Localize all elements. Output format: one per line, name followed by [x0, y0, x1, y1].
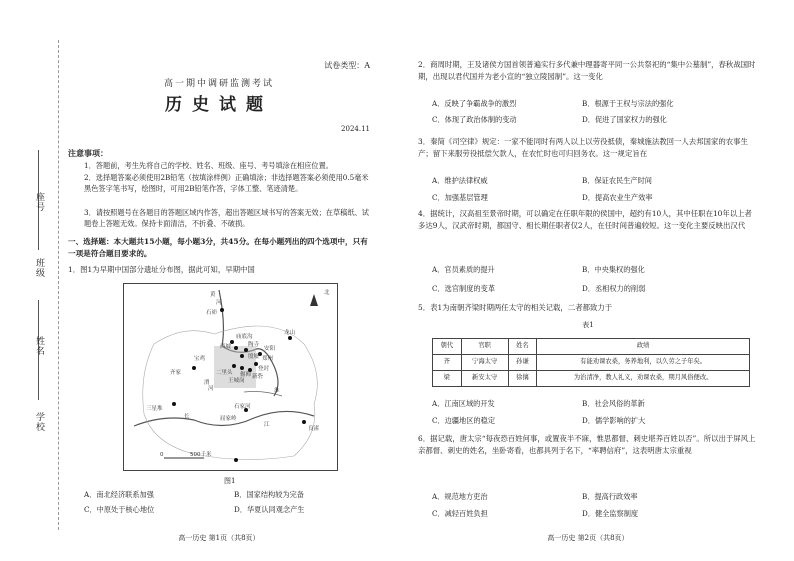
- svg-text:石峁: 石峁: [206, 310, 218, 316]
- svg-text:渭: 渭: [204, 380, 210, 386]
- q3-option-d[interactable]: D．提高农业生产效率: [582, 193, 653, 202]
- question-1-stem: 1．图1为早期中国部分遗址分布图，据此可知，早期中国: [68, 265, 255, 274]
- q4-option-b[interactable]: B．中央集权的强化: [582, 265, 645, 274]
- svg-text:庙底沟: 庙底沟: [236, 334, 253, 340]
- cut-line: [58, 40, 59, 530]
- binding-margin: [0, 0, 60, 561]
- question-4-stem: 4．据统计，汉高祖至景帝时期，可以确定在任职年限的侯国中，超约有10人，其中任职在10年以上者多达9人，汉武帝时期，都国守、相长期任职者仅2人，在任时间普遍较短。这一变化主要反映出汉代: [418, 209, 752, 230]
- exam-date: 2024.11: [341, 125, 370, 133]
- sidebar-label-class: 班级: [34, 258, 44, 278]
- q4-option-c[interactable]: C．选官制度的变革: [432, 284, 496, 293]
- svg-text:郑州: 郑州: [262, 356, 274, 362]
- svg-text:二里头: 二里头: [216, 370, 233, 376]
- q3-option-a[interactable]: A．维护法律权威: [432, 176, 488, 185]
- table-cell: 孙谦: [508, 355, 537, 371]
- q5-option-a[interactable]: A．江南区域的开发: [432, 399, 495, 408]
- table-header-row: [433, 339, 750, 355]
- table-cell: 宁海太守: [461, 355, 508, 371]
- svg-text:安阳: 安阳: [264, 346, 276, 352]
- page-1: [68, 0, 370, 561]
- svg-text:宝鸡: 宝鸡: [194, 356, 206, 362]
- subject-title: 历史试题: [165, 95, 273, 115]
- footer-page-1: 高一历史 第1页（共8页）: [178, 534, 260, 542]
- svg-text:河: 河: [208, 386, 214, 392]
- svg-text:良渚: 良渚: [308, 426, 320, 432]
- question-2-stem: 2．商周时期，王及诸侯方国首领普遍实行多代兼中理器寄平同一公共祭祀的“集中公墓制”，春秋战国时期，出现以君代国并为老小宣的“独立陵园制”。这一变化: [418, 60, 756, 81]
- table-header: 政绩: [537, 339, 750, 355]
- svg-text:淮: 淮: [274, 388, 280, 394]
- q6-option-c[interactable]: C．减轻百姓负担: [432, 509, 488, 518]
- svg-text:屈家岭: 屈家岭: [220, 416, 237, 422]
- svg-text:江: 江: [264, 422, 270, 428]
- q6-option-a[interactable]: A．规范地方吏治: [432, 492, 488, 501]
- table-caption: 表1: [582, 321, 594, 329]
- q4-option-d[interactable]: D．丞相权力的削弱: [582, 284, 646, 293]
- question-5-stem: 5．表1为南朝齐梁时期两任太守的相关记载，二者都致力于: [418, 303, 613, 312]
- north-arrow-icon: [310, 294, 318, 306]
- map-svg: [124, 284, 337, 470]
- svg-text:龙山: 龙山: [284, 330, 296, 336]
- q6-option-b[interactable]: B．提高行政效率: [582, 492, 638, 501]
- svg-text:三星堆: 三星堆: [146, 406, 163, 412]
- svg-text:500千米: 500千米: [190, 452, 212, 458]
- table-cell: 徐摛: [508, 371, 537, 387]
- q1-option-d[interactable]: D．华夏认同观念产生: [234, 505, 305, 514]
- q3-option-b[interactable]: B．保证农民生产时间: [582, 176, 652, 185]
- page-2: [418, 0, 758, 561]
- table-row: [433, 371, 750, 387]
- q1-option-b[interactable]: B．国家结构较为完备: [234, 490, 304, 499]
- svg-text:0: 0: [160, 452, 164, 458]
- paper-type: 试卷类型：A: [324, 61, 370, 70]
- svg-text:王城岗: 王城岗: [228, 378, 245, 384]
- note-item: 3．请按照题号在各题目的答题区域内作答，超出答题区域书写的答案无效；在草稿纸、试题卷上答题无效。保持卡面清洁，不折叠、不破损。: [84, 208, 369, 228]
- sidebar-label-seat: 座号: [34, 192, 44, 212]
- svg-text:齐家: 齐家: [170, 370, 182, 376]
- table-header: 姓名: [508, 339, 537, 355]
- question-6-stem: 6．据记载，唐太宗“每夜恐百姓何事，或置夜半不寐，惟思都督、刺史堪养百姓以否”。所以出于屏风上亲都督、刺史的姓名，坐卧寄看，也都具列于名下，“率聘信府”，这表明唐太宗重视: [418, 434, 756, 455]
- figure-caption: 图1: [224, 477, 236, 485]
- records-table: [432, 338, 750, 387]
- q5-option-c[interactable]: C．边疆地区的稳定: [432, 416, 496, 425]
- table-row: [433, 355, 750, 371]
- svg-text:殷墟: 殷墟: [248, 354, 260, 360]
- q1-option-a[interactable]: A．南北经济联系加强: [84, 490, 154, 499]
- notes-title: 注意事项：: [68, 148, 108, 158]
- svg-text:新砦: 新砦: [252, 374, 264, 380]
- table-cell: 为治清净，教人礼义，劝课农桑，期月风俗便改。: [537, 371, 750, 387]
- svg-text:黄: 黄: [210, 292, 216, 298]
- q5-option-d[interactable]: D．儒学影响的扩大: [582, 416, 646, 425]
- svg-text:登封: 登封: [258, 366, 270, 372]
- table-cell: 梁: [433, 371, 462, 387]
- q3-option-c[interactable]: C．加强基层管理: [432, 193, 488, 202]
- note-item: 1．答题前，考生先将自己的学校、姓名、班级、座号、考号填涂在相应位置。: [84, 161, 333, 170]
- svg-text:长: 长: [184, 414, 190, 420]
- footer-page-2: 高一历史 第2页（共8页）: [547, 534, 629, 542]
- svg-text:石家河: 石家河: [234, 404, 251, 410]
- table-cell: 有能劝课农桑，务养地利，以久劳之子年矣。: [537, 355, 750, 371]
- svg-text:河: 河: [216, 300, 222, 306]
- table-header: 官职: [461, 339, 508, 355]
- sidebar-label-name: 姓名: [34, 336, 44, 356]
- table-cell: 新安太守: [461, 371, 508, 387]
- q2-option-d[interactable]: D．促进了国家权力的强化: [582, 115, 667, 124]
- note-item: 2．选择题答案必须使用2B铅笔（按填涂样例）正确填涂；非选择题答案必须使用0.5毫米黑色签字笔书写，绘图时，可用2B铅笔作答，字体工整、笔迹清楚。: [84, 173, 369, 193]
- q2-option-b[interactable]: B．根源于王权与宗法的强化: [582, 99, 674, 108]
- svg-text:偃师: 偃师: [240, 372, 252, 378]
- q2-option-a[interactable]: A．反映了争霸战争的激烈: [432, 99, 517, 108]
- svg-text:西坡: 西坡: [220, 344, 232, 350]
- table-header: 朝代: [433, 339, 462, 355]
- sidebar-label-school: 学校: [34, 412, 44, 432]
- svg-text:陶寺: 陶寺: [248, 342, 260, 348]
- exam-title: 高一期中调研监测考试: [163, 79, 274, 89]
- q1-option-c[interactable]: C．中原处于核心地位: [84, 505, 155, 514]
- q4-option-a[interactable]: A．官员素质的提升: [432, 265, 495, 274]
- question-3-stem: 3．秦简《司空律》规定：一家不能同时有两人以上以劳役抵债，秦城施法教回一人去邦国家的农事生产；留下来服劳役抵偿欠款人，在农忙时也可归回务农。这一规定旨在: [418, 137, 748, 158]
- table-cell: 齐: [433, 355, 462, 371]
- map-figure: [123, 283, 338, 471]
- svg-text:北: 北: [324, 290, 330, 296]
- q6-option-d[interactable]: D．健全监察制度: [582, 509, 639, 518]
- q5-option-b[interactable]: B．社会风俗的革新: [582, 399, 645, 408]
- section-title: 一、选择题：本大题共15小题，每小题3分，共45分。在每小题列出的四个选项中，只有一项是符合题目要求的。: [68, 237, 368, 258]
- q2-option-c[interactable]: C．体现了政治体制的变动: [432, 115, 517, 124]
